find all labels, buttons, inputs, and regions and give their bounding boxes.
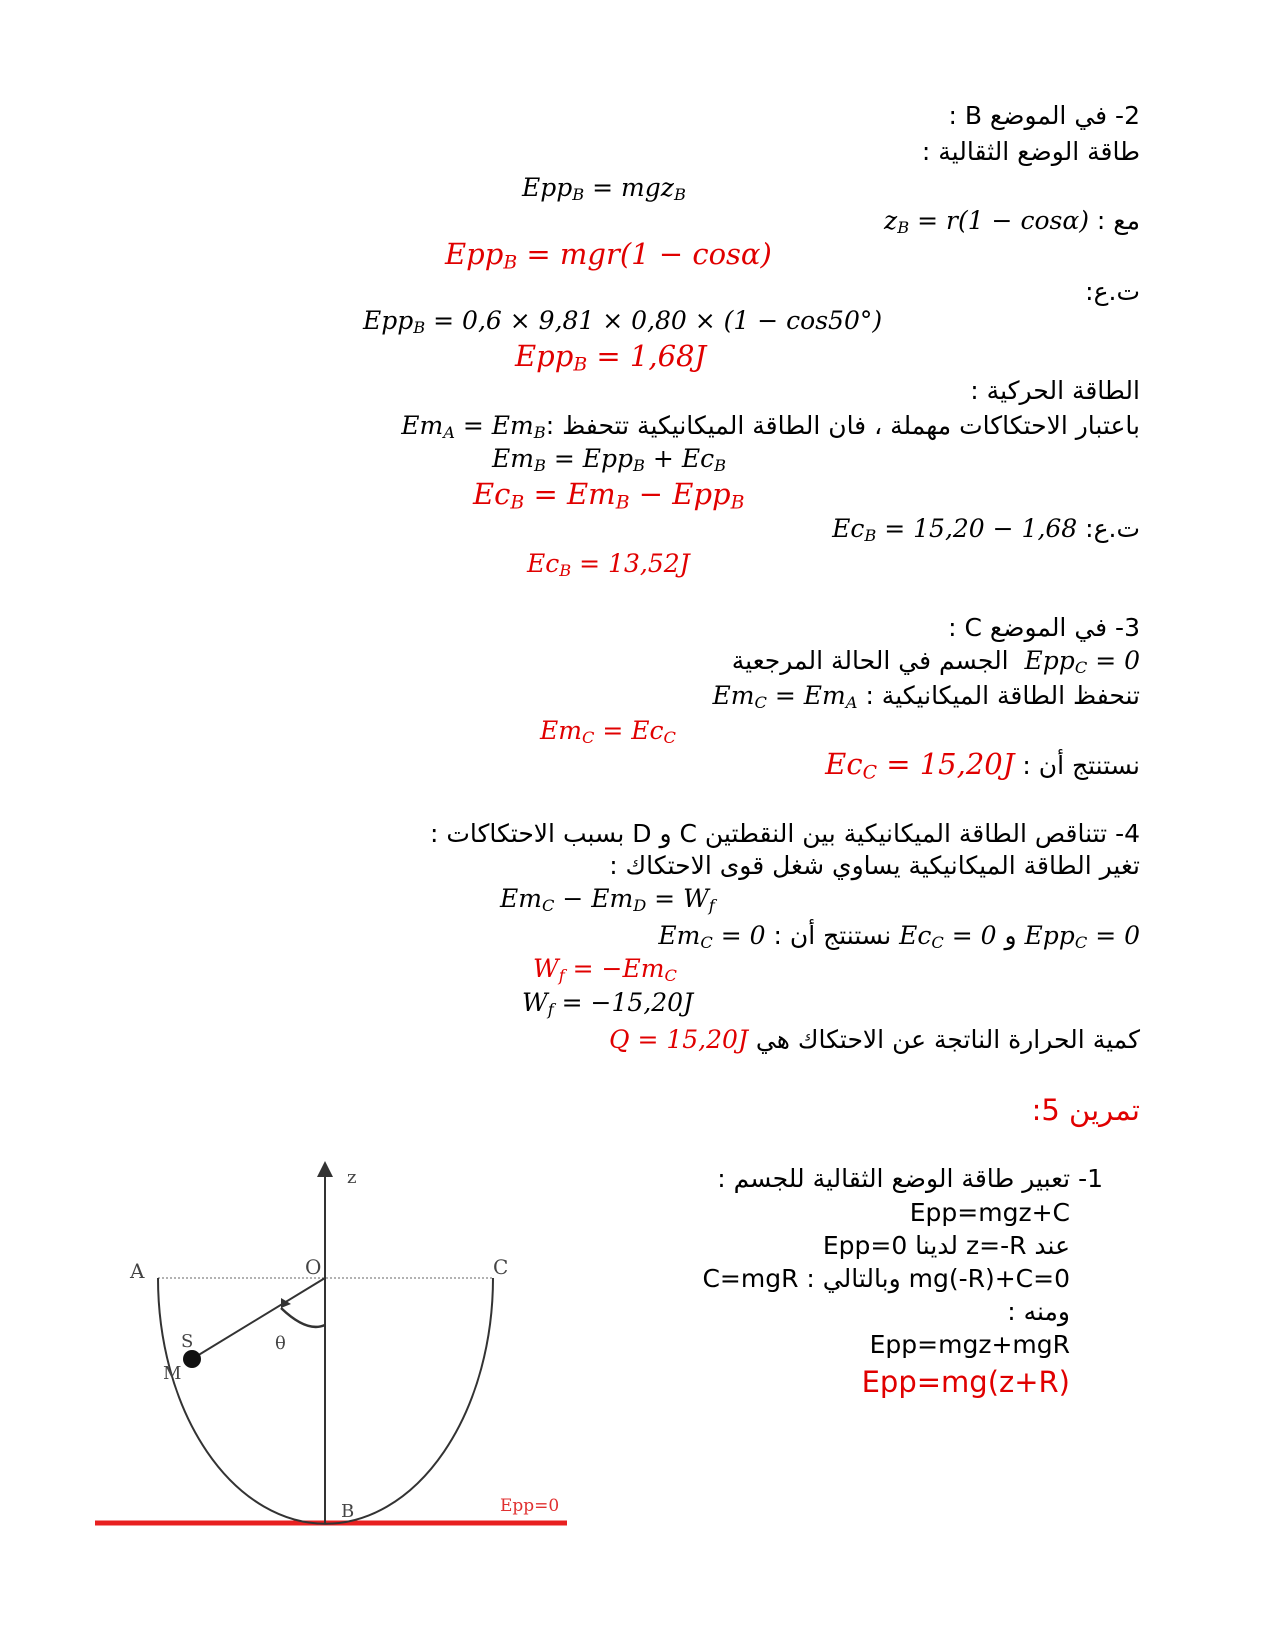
eq-ec-c-result: $Ec_C = 15,20J$ <box>825 747 1015 784</box>
num-label: ت.ع: <box>1085 277 1140 306</box>
conserve-c-line <box>713 680 1140 719</box>
eq-wf-formula: $W_f = -Em_C$ <box>533 954 677 986</box>
ke-label: الطاقة الحركية : <box>970 376 1140 405</box>
section-b-heading: 2- في الموضع B : <box>948 101 1140 130</box>
label-a: A <box>130 1259 145 1283</box>
label-epp0: Epp=0 <box>500 1496 560 1516</box>
section-c-heading: 3- في الموضع C : <box>948 613 1140 642</box>
eq-epp-b-formula: Epp$_B$ = mgr(1 − cosα) <box>445 237 772 274</box>
eq-epp-c: Epp$_C$ = 0 <box>1024 646 1140 678</box>
ex5-item1: 1- تعبير طاقة الوضع الثقالية للجسم : <box>717 1164 1103 1193</box>
eq-em-c-d: $Em_C - Em_D = W_f$ <box>500 884 715 916</box>
eq-epp-c-zero: Epp$_C$ = 0 <box>1024 921 1140 953</box>
label-c: C <box>493 1255 509 1279</box>
label-o: O <box>305 1255 322 1279</box>
work-text: تغير الطاقة الميكانيكية يساوي شغل قوى الاحتكاك : <box>609 851 1140 880</box>
eq-em-c-zero: $Em_C = 0$ <box>658 921 766 953</box>
eq-ec-b-formula: $Ec_B = Em_B - Epp_B$ <box>473 477 745 514</box>
label-s: S <box>181 1331 194 1352</box>
eq-ec-b-num: $Ec_B = 15,20 - 1,68$ <box>832 514 1078 546</box>
label-theta: θ <box>275 1333 286 1354</box>
label-b: B <box>341 1501 355 1522</box>
and-word: و <box>1004 921 1017 950</box>
ex5-line5: Epp=mgz+mgR <box>869 1330 1070 1359</box>
conserve-c-text: تنحفظ الطاقة الميكانيكية : <box>865 681 1140 710</box>
ref-line <box>732 645 1140 684</box>
eq-epp-b-num: Epp$_B$ = 0,6 × 9,81 × 0,80 × (1 − cos50°) <box>363 306 883 338</box>
ball-m <box>183 1350 201 1368</box>
conclude-c-line <box>825 748 1140 790</box>
ex5-line2: عند z=-R لدينا Epp=0 <box>822 1231 1070 1260</box>
section-d-heading: 4- تتناقص الطاقة الميكانيكية بين النقطتين C و D بسبب الاحتكاكات : <box>429 819 1140 848</box>
label-m: M <box>163 1363 182 1384</box>
conserve-text: باعتبار الاحتكاكات مهملة ، فان الطاقة الميكانيكية تتحفظ : <box>545 411 1140 440</box>
eq-em-b: $Em_B = Epp_B + Ec_B$ <box>492 444 727 476</box>
num-label2: ت.ع: <box>1085 514 1140 543</box>
angle-arc <box>281 1308 325 1327</box>
eq-ec-b-result: $Ec_B = 13,52J$ <box>527 549 690 581</box>
num-line2 <box>832 513 1140 552</box>
eq-epp-b: Epp$_B$ = mgz$_B$ <box>522 173 686 205</box>
conclude-d-text: نستنتج أن : <box>773 921 892 950</box>
heat-text: كمية الحرارة الناتجة عن الاحتكاك هي <box>755 1025 1140 1054</box>
exercise-5-title: تمرين 5: <box>1031 1093 1140 1127</box>
eq-em-c: $Em_C = Ec_C$ <box>540 716 676 748</box>
eq-em-a-b: $Em_A = Em_B$ <box>401 411 546 443</box>
eq-q-result: Q = 15,20J <box>609 1025 748 1054</box>
pe-label: طاقة الوضع الثقالية : <box>921 137 1140 166</box>
conclude-c-text: نستنتج أن : <box>1022 751 1140 780</box>
ex5-line3: 0=mg(-R)+C وبالتالي : C=mgR <box>702 1264 1070 1293</box>
ref-text: الجسم في الحالة المرجعية <box>731 646 1009 675</box>
label-z: z <box>347 1167 357 1188</box>
eq-epp-b-result: Epp$_B$ = 1,68J <box>515 339 707 376</box>
eq-zb: $z_B = r(1 - \cos\alpha)$ <box>884 206 1089 238</box>
eq-em-c-a: $Em_C = Em_A$ <box>712 681 858 713</box>
with-label: مع : <box>1096 206 1140 235</box>
radius-line <box>192 1278 325 1359</box>
ex5-line6: Epp=mg(z+R) <box>861 1365 1070 1399</box>
hemisphere-diagram <box>95 1167 595 1535</box>
eq-ec-c-zero: $Ec_C = 0$ <box>899 921 997 953</box>
with-line <box>884 205 1140 244</box>
heat-line <box>609 1024 1140 1056</box>
ex5-line1: Epp=mgz+C <box>909 1198 1070 1227</box>
conclude-d-line <box>658 920 1140 959</box>
eq-wf-value: $W_f = -15,20J$ <box>522 988 694 1020</box>
ex5-line4: ومنه : <box>1007 1297 1070 1326</box>
